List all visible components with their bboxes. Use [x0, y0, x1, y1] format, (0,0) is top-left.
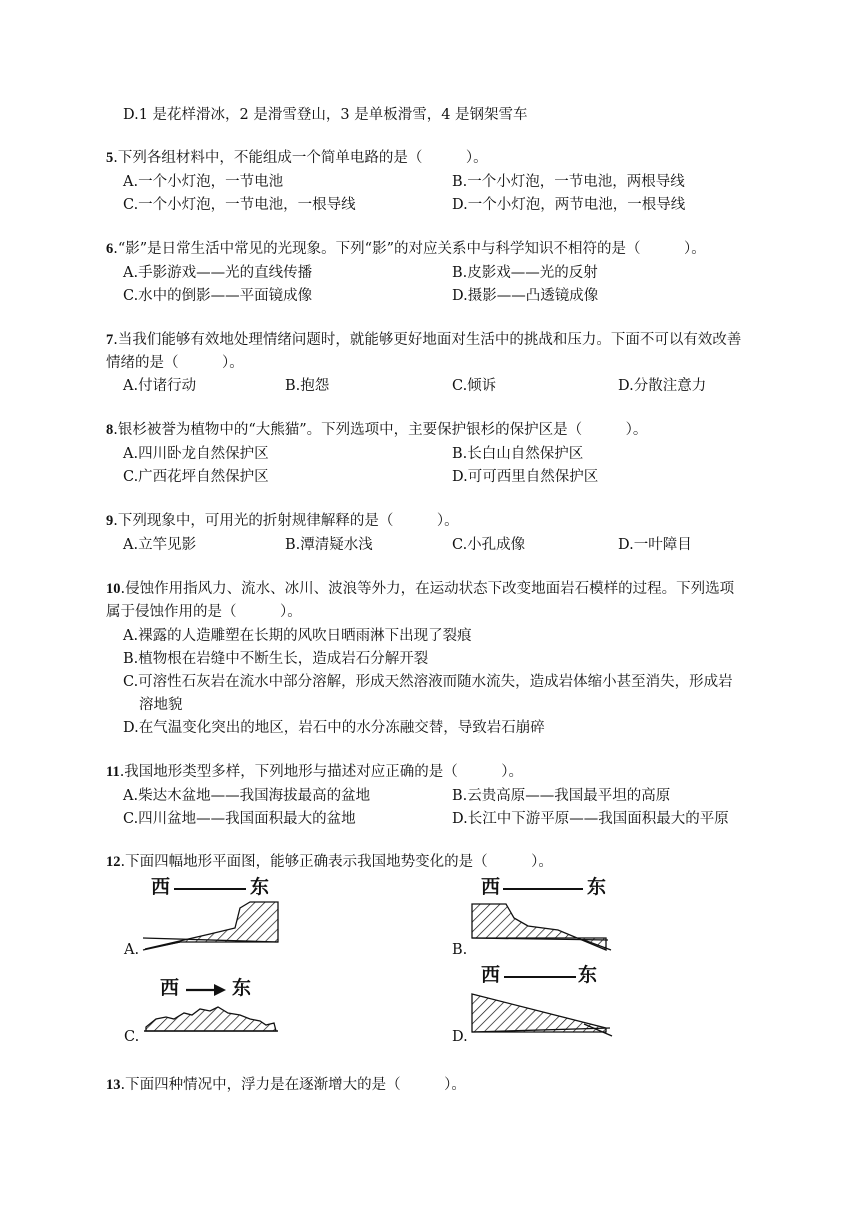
figure-c-profile — [142, 1003, 280, 1033]
q9-option-a: A.立竿见影 — [123, 537, 197, 553]
q8-stem-text: .银杉被誉为植物中的“大熊猫”。下列选项中，主要保护银杉的保护区是（ ）。 — [113, 422, 648, 438]
figure-c-arrow-icon — [184, 982, 228, 998]
q9-option-b: B.潭清疑水浅 — [285, 537, 373, 553]
q13-number: 13 — [106, 1077, 121, 1093]
q10-number: 10 — [106, 581, 121, 597]
q11-option-b: B.云贵高原——我国最平坦的高原 — [452, 788, 671, 804]
q6-option-a: A.手影游戏——光的直线传播 — [123, 265, 313, 281]
figure-b-direction-line — [503, 888, 583, 890]
q7-option-c: C.倾诉 — [452, 378, 497, 394]
figure-c-label: C. — [124, 1029, 140, 1045]
q5-option-c: C.一个小灯泡，一节电池，一根导线 — [123, 197, 356, 213]
figure-d-label: D. — [452, 1029, 468, 1045]
q5-number: 5 — [106, 150, 114, 166]
q13-stem-text: .下面四种情况中，浮力是在逐渐增大的是（ ）。 — [120, 1077, 466, 1093]
q10-option-a: A.裸露的人造雕塑在长期的风吹日晒雨淋下出现了裂痕 — [123, 628, 472, 644]
q10-option-c-line2: 溶地貌 — [139, 697, 183, 713]
figure-d-west-label: 西 — [481, 964, 501, 986]
q11-option-d: D.长江中下游平原——我国面积最大的平原 — [452, 811, 729, 827]
q7-option-d: D.分散注意力 — [618, 378, 707, 394]
q6-number: 6 — [106, 241, 114, 257]
q5-option-b: B.一个小灯泡，一节电池，两根导线 — [452, 174, 685, 190]
q7-option-a: A.付诸行动 — [123, 378, 197, 394]
figure-b-label: B. — [452, 942, 468, 958]
figure-c-west-label: 西 — [160, 977, 180, 999]
q5-option-d: D.一个小灯泡，两节电池，一根导线 — [452, 197, 686, 213]
q9-option-d: D.一叶障目 — [618, 537, 692, 553]
q6-option-d: D.摄影——凸透镜成像 — [452, 288, 599, 304]
figure-b-profile — [466, 898, 616, 956]
q9-stem-text: .下列现象中，可用光的折射规律解释的是（ ）。 — [113, 513, 459, 529]
q11-option-a: A.柴达木盆地——我国海拔最高的盆地 — [123, 788, 371, 804]
q9-stem — [106, 512, 459, 530]
q8-option-b: B.长白山自然保护区 — [452, 446, 584, 462]
q5-option-a: A.一个小灯泡，一节电池 — [123, 174, 284, 190]
figure-d-profile — [466, 990, 614, 1040]
figure-d-direction-line — [504, 976, 576, 978]
figure-a-direction-line — [174, 888, 246, 890]
q7-stem-text: .当我们能够有效地处理情绪问题时，就能够更好地面对生活中的挑战和压力。下面不可以有效改善 — [113, 332, 742, 348]
q7-number: 7 — [106, 332, 114, 348]
q8-number: 8 — [106, 422, 114, 438]
figure-a-east-label: 东 — [250, 876, 270, 898]
figure-b-east-label: 东 — [587, 876, 607, 898]
q10-stem-line2: 属于侵蚀作用的是（ ）。 — [106, 604, 302, 620]
q7-stem-line1 — [106, 331, 741, 349]
q10-option-c-line1: C.可溶性石灰岩在流水中部分溶解，形成天然溶液而随水流失，造成岩体缩小甚至消失，形成岩 — [123, 674, 733, 690]
q8-stem — [106, 421, 647, 439]
q12-stem-text: .下面四幅地形平面图，能够正确表示我国地势变化的是（ ）。 — [120, 854, 553, 870]
q7-option-b: B.抱怨 — [285, 378, 330, 394]
q4-option-d: D.1 是花样滑冰，2 是滑雪登山，3 是单板滑雪，4 是钢架雪车 — [123, 107, 528, 123]
q11-number: 11 — [106, 764, 120, 780]
figure-a-label: A. — [124, 942, 140, 958]
q10-option-b: B.植物根在岩缝中不断生长，造成岩石分解开裂 — [123, 651, 429, 667]
q11-stem-text: .我国地形类型多样，下列地形与描述对应正确的是（ ）。 — [119, 764, 524, 780]
q9-number: 9 — [106, 513, 114, 529]
q9-option-c: C.小孔成像 — [452, 537, 526, 553]
q12-stem — [106, 853, 553, 871]
figure-c-east-label: 东 — [232, 977, 252, 999]
q8-option-a: A.四川卧龙自然保护区 — [123, 446, 269, 462]
q8-option-c: C.广西花坪自然保护区 — [123, 469, 269, 485]
q13-stem — [106, 1076, 466, 1094]
q7-stem-line2: 情绪的是（ ）。 — [106, 355, 244, 371]
figure-a-profile — [140, 898, 285, 956]
q6-stem — [106, 240, 706, 258]
figure-d-east-label: 东 — [578, 964, 598, 986]
q11-option-c: C.四川盆地——我国面积最大的盆地 — [123, 811, 356, 827]
q10-option-d: D.在气温变化突出的地区，岩石中的水分冻融交替，导致岩石崩碎 — [123, 720, 545, 736]
q6-stem-text: .“影”是日常生活中常见的光现象。下列“影”的对应关系中与科学知识不相符的是（ ）。 — [113, 241, 706, 257]
q11-stem — [106, 763, 523, 781]
q10-stem-line1 — [106, 580, 734, 598]
q6-option-c: C.水中的倒影——平面镜成像 — [123, 288, 313, 304]
figure-b-west-label: 西 — [481, 876, 501, 898]
q10-stem-text: .侵蚀作用指风力、流水、冰川、波浪等外力，在运动状态下改变地面岩石模样的过程。下列选项 — [120, 581, 735, 597]
figure-a-west-label: 西 — [151, 876, 171, 898]
q5-stem — [106, 149, 488, 167]
q6-option-b: B.皮影戏——光的反射 — [452, 265, 598, 281]
q8-option-d: D.可可西里自然保护区 — [452, 469, 599, 485]
q5-stem-text: .下列各组材料中，不能组成一个简单电路的是（ ）。 — [113, 150, 488, 166]
q12-number: 12 — [106, 854, 121, 870]
